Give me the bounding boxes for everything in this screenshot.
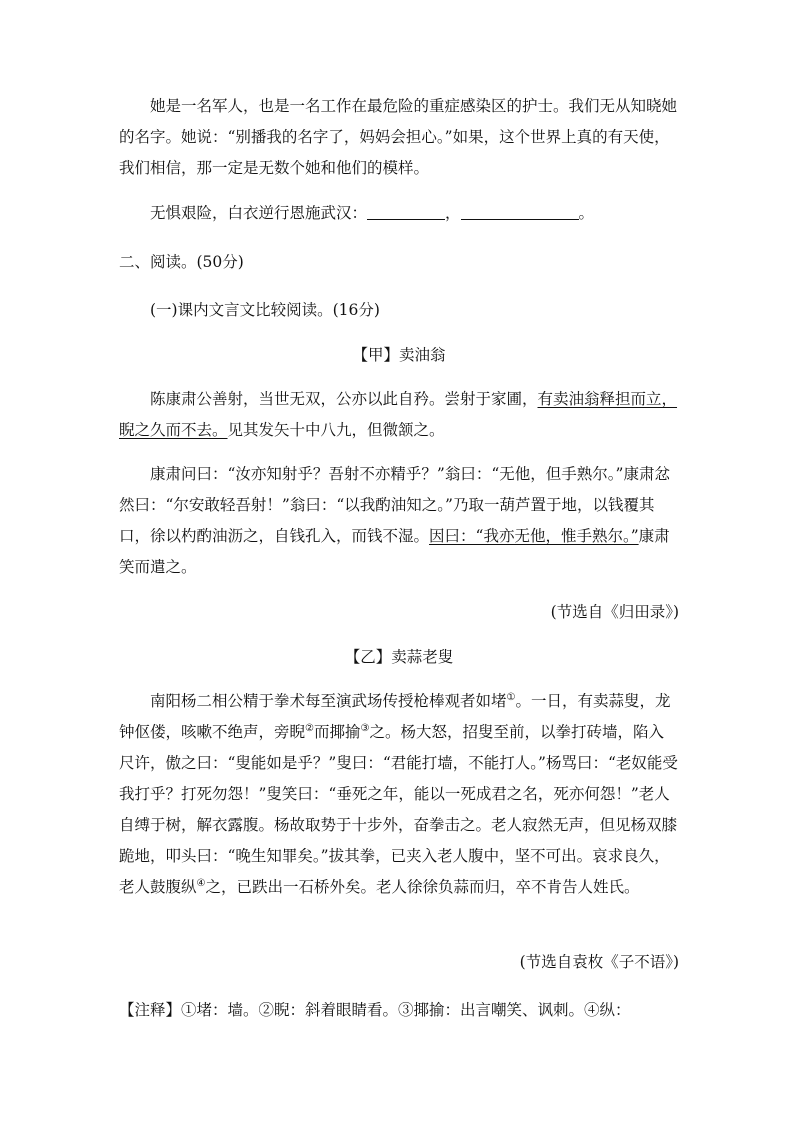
yi-title xyxy=(119,642,679,673)
notes-text: 【注释】①堵：墙。②睨：斜着眼睛看。③揶揄：出言嘲笑、讽刺。④纵： xyxy=(119,1001,631,1019)
jia-paragraph-1 xyxy=(119,384,679,446)
yi-paragraph xyxy=(119,686,679,903)
yi-p1-a: 南阳杨二相公精于拳术每至演武场传授枪棒观者如堵 xyxy=(150,692,507,710)
fill-blank-line xyxy=(119,198,679,229)
yi-p1-b: 。一日，有卖蒜叟，龙钟伛偻，咳嗽不绝声，旁睨 xyxy=(119,692,671,741)
sub-heading xyxy=(119,295,679,326)
answer-blank-2[interactable] xyxy=(461,201,579,220)
jia-paragraph-2 xyxy=(119,459,679,583)
jia-title xyxy=(119,340,679,371)
yi-p1-c: 而揶揄 xyxy=(313,723,361,741)
jia-source xyxy=(119,597,679,628)
fill-blank-end: 。 xyxy=(578,204,595,222)
note-mark-3: ③ xyxy=(360,722,370,734)
jia-p2-rest: 康肃笑而遣之。 xyxy=(119,527,670,576)
fill-blank-comma: ， xyxy=(445,204,461,222)
yi-title-text: 【乙】卖蒜老叟 xyxy=(344,648,454,666)
jia-source-text: (节选自《归田录》) xyxy=(550,603,679,621)
note-mark-4: ④ xyxy=(196,877,206,889)
intro-paragraph xyxy=(119,91,679,184)
yi-source xyxy=(119,947,679,978)
section2-heading: 二、阅读。(50分) xyxy=(119,253,244,271)
jia-p1-plain: 陈康肃公善射，当世无双，公亦以此自矜。尝射于家圃， xyxy=(150,390,538,408)
yi-p1-e: 之，已跌出一石桥外矣。老人徐徐负蒜而归，卒不肯告人姓氏。 xyxy=(205,878,640,896)
yi-p1-d: 之。杨大怒，招叟至前，以拳打砖墙，陷入尺许，傲之曰：“叟能如是乎？”叟曰：“君能打墙，不能打人。”杨骂曰：“老奴能受我打乎？打死勿怨！”叟笑曰：“垂死之年，能以一死成君之名，死亦何怨！”老人自缚于树，解衣露腹。杨故取势于十步外，奋拳击之。老人寂然无声，但见杨双膝跪地，叩头曰：“晚生知罪矣。”拔其拳，已夹入老人腹中，坚不可出。哀求良久，老人鼓腹纵 xyxy=(119,723,678,896)
intro-text: 她是一名军人，也是一名工作在最危险的重症感染区的护士。我们无从知晓她的名字。她说：“别播我的名字了，妈妈会担心。”如果，这个世界上真的有天使，我们相信，那一定是无数个她和他们的模样。 xyxy=(119,97,678,177)
jia-p1-rest: 见其发矢十中八九，但微颔之。 xyxy=(227,421,445,439)
notes-line xyxy=(119,995,679,1026)
answer-blank-1[interactable] xyxy=(367,201,445,220)
jia-p2-plain: 康肃问曰：“汝亦知射乎？吾射不亦精乎？”翁曰：“无他，但手熟尔。”康肃忿然曰：“尔安敢轻吾射！”翁曰：“以我酌油知之。”乃取一葫芦置于地，以钱覆其口，徐以杓酌油沥之，自钱孔入，而钱不湿。 xyxy=(119,465,670,545)
jia-p2-underlined: 因曰：“我亦无他，惟手熟尔。” xyxy=(429,527,639,545)
jia-title-text: 【甲】卖油翁 xyxy=(352,346,446,364)
fill-blank-prefix: 无惧艰险，白衣逆行恩施武汉： xyxy=(150,204,368,222)
section-heading xyxy=(119,247,679,278)
note-mark-2: ② xyxy=(305,722,314,734)
yi-source-text: (节选自袁枚《子不语》) xyxy=(519,953,679,971)
note-mark-1: ① xyxy=(506,691,516,703)
jia-p1-underlined: 有卖油翁释担而立，睨之久而不去。 xyxy=(119,390,678,439)
section2-sub-heading: (一)课内文言文比较阅读。(16分) xyxy=(150,301,380,319)
